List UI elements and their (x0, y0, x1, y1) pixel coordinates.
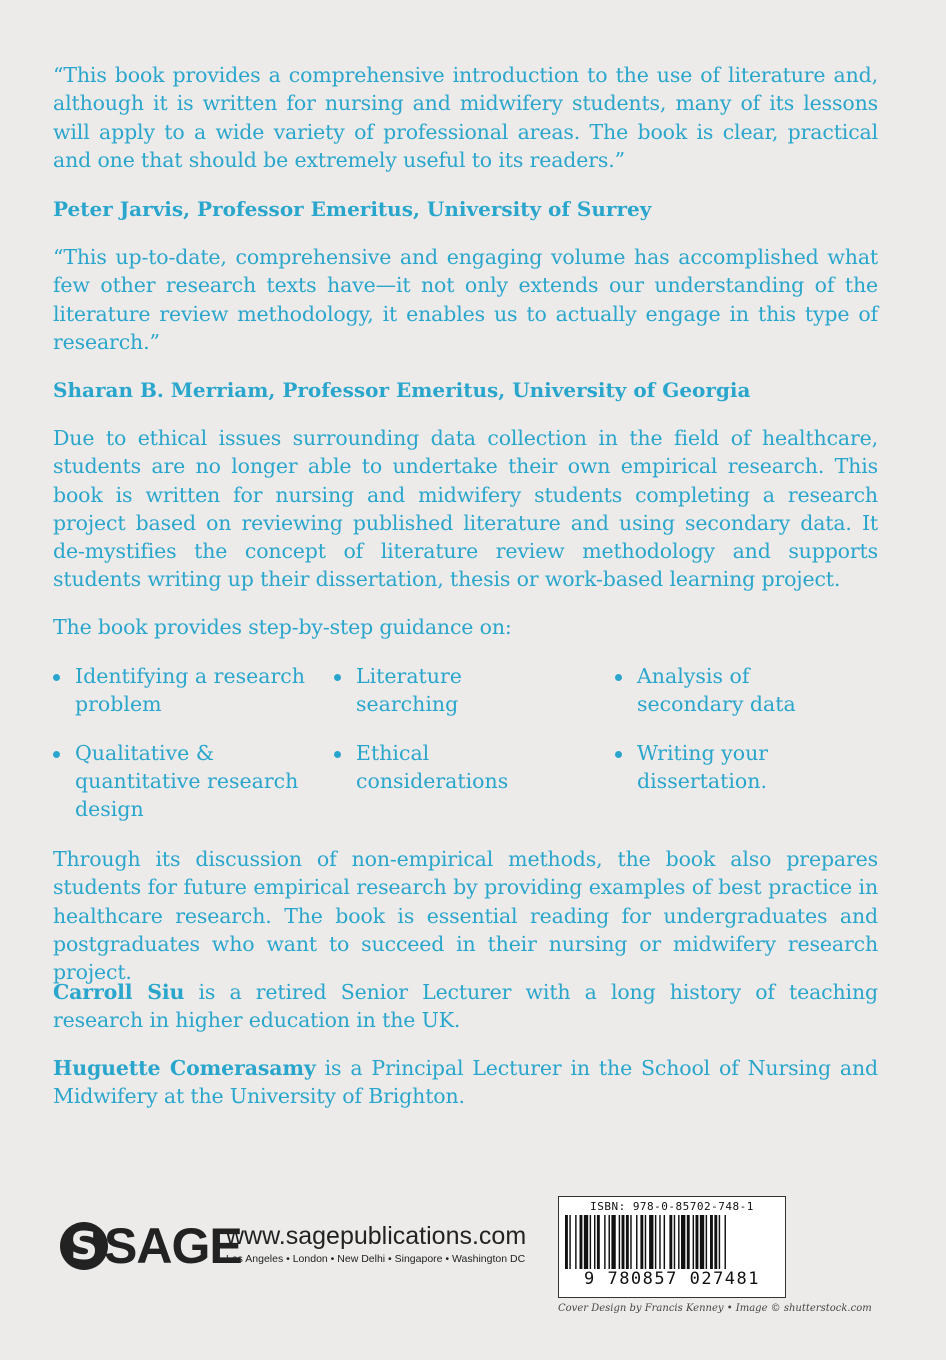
sage-logo-icon: S (60, 1222, 108, 1270)
barcode-bar (693, 1215, 694, 1269)
bullet-icon (334, 751, 341, 758)
barcode-bar (609, 1215, 610, 1269)
barcode-bar (649, 1215, 653, 1269)
author-name: Carroll Siu (53, 980, 185, 1004)
author-name: Huguette Comerasamy (53, 1056, 316, 1080)
barcode-bar (659, 1215, 660, 1269)
author-bio-2 (53, 1054, 878, 1111)
barcode-bar (630, 1215, 631, 1269)
barcode-bar (700, 1215, 704, 1269)
list-item: Literature searching (334, 662, 589, 718)
ean-digits: 9 780857 027481 (583, 1269, 761, 1289)
barcode-bar (580, 1215, 583, 1269)
list-item: Writing your dissertation. (615, 739, 870, 795)
barcode-bar (619, 1215, 620, 1269)
author-bio-text: is a Principal Lecturer in the School of Nursing and Midwifery at the University of Brighton. (53, 1056, 879, 1109)
barcode-bar (706, 1215, 707, 1269)
barcode-icon (565, 1215, 779, 1269)
publisher-cities: Los Angeles • London • New Delhi • Singapore • Washington DC (226, 1253, 526, 1265)
barcode-bar (710, 1215, 713, 1269)
barcode-bar (575, 1215, 576, 1269)
quote-2: “This up-to-date, comprehensive and engaging volume has accomplished what few other research texts have—it not only extends our understanding of the literature review methodology, it enables us to actually engage in this type of research.” (53, 245, 878, 354)
quote-2-attribution: Sharan B. Merriam, Professor Emeritus, University of Georgia (53, 378, 751, 402)
closing-paragraph: Through its discussion of non-empirical methods, the book also prepares students for future empirical research by providing examples of best practice in healthcare research. The book is essential reading for undergraduates and postgraduates who want to succeed in their nursing or midwifery research project. (53, 847, 878, 985)
bullet-icon (615, 751, 622, 758)
isbn-barcode (558, 1196, 786, 1298)
list-item: Qualitative & quantitative research design (53, 739, 308, 823)
bullet-icon (53, 674, 60, 681)
barcode-bar (645, 1215, 646, 1269)
isbn-label: ISBN: 978-0-85702-748-1 (590, 1200, 754, 1213)
barcode-bar (636, 1215, 637, 1269)
barcode-bar (604, 1215, 605, 1269)
author-bio-text: is a retired Senior Lecturer with a long history of teaching research in higher education in the UK. (53, 980, 878, 1033)
bullet-icon (615, 674, 622, 681)
quote-1: “This book provides a comprehensive introduction to the use of literature and, although it is written for nursing and midwifery students, many of its lessons will apply to a wide variety of professional areas. The book is clear, practical and one that should be extremely useful to its readers.” (53, 63, 878, 172)
barcode-bar (725, 1215, 726, 1269)
cover-credit: Cover Design by Francis Kenney • Image © shutterstock.com (558, 1303, 872, 1314)
list-item: Analysis of secondary data (615, 662, 870, 718)
author-bio-1 (53, 978, 878, 1035)
guidance-intro: The book provides step-by-step guidance on: (53, 615, 512, 639)
barcode-bar (696, 1215, 699, 1269)
barcode-bar (594, 1215, 595, 1269)
list-item: Ethical considerations (334, 739, 589, 795)
barcode-bar (687, 1215, 690, 1269)
barcode-bar (655, 1215, 656, 1269)
bullet-icon (334, 674, 341, 681)
barcode-bar (674, 1215, 675, 1269)
barcode-bar (664, 1215, 665, 1269)
barcode-bar (681, 1215, 685, 1269)
barcode-bar (714, 1215, 717, 1269)
barcode-bar (569, 1215, 570, 1269)
barcode-bar (611, 1215, 615, 1269)
bullet-icon (53, 751, 60, 758)
barcode-bar (669, 1215, 672, 1269)
description: Due to ethical issues surrounding data collection in the field of healthcare, students are no longer able to undertake their own empirical research. This book is written for nursing and midwifery students completing a research project based on reviewing published literature and using secondary data. It de-mystifies the concept of literature review methodology and supports students writing up their dissertation, thesis or work-based learning project. (53, 426, 878, 592)
quote-1-attribution: Peter Jarvis, Professor Emeritus, University of Surrey (53, 197, 652, 221)
barcode-bar (622, 1215, 625, 1269)
barcode-bar (590, 1215, 591, 1269)
publisher-url: www.sagepublications.com (226, 1222, 527, 1250)
list-item: Identifying a research problem (53, 662, 308, 718)
barcode-bar (678, 1215, 679, 1269)
logo-wordmark: SAGE (104, 1218, 242, 1274)
barcode-bar (626, 1215, 629, 1269)
barcode-bar (640, 1215, 643, 1269)
barcode-bar (719, 1215, 720, 1269)
barcode-bar (584, 1215, 588, 1269)
barcode-bar (565, 1215, 568, 1269)
guidance-list (53, 662, 893, 832)
barcode-bar (597, 1215, 600, 1269)
publisher-logo (60, 1218, 540, 1278)
